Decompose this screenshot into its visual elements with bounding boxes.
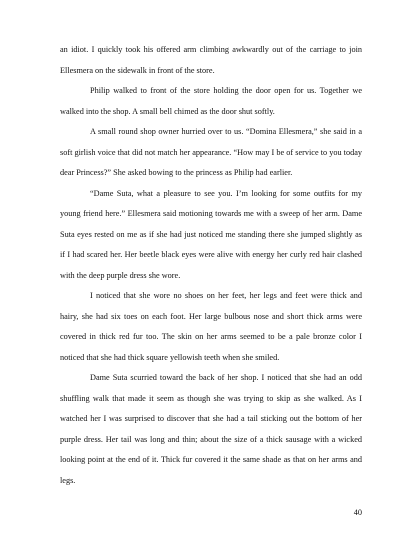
- paragraph: Philip walked to front of the store holding the door open for us. Together we walked into the shop. A small bell chimed as the door shut softly.: [60, 86, 362, 116]
- page-number: 40: [353, 508, 362, 517]
- body-text: [60, 40, 362, 491]
- paragraph: “Dame Suta, what a pleasure to see you. I’m looking for some outfits for my young friend here.” Ellesmera said motioning towards me with a sweep of her arm. Dame Suta eyes rested on me as if she had just noticed me standing there she jumped slightly as if I had scared her. Her beetle black eyes were alive with energy her curly red hair clashed with the deep purple dress she wore.: [60, 188, 362, 280]
- paragraph: Dame Suta scurried toward the back of her shop. I noticed that she had an odd shuffling walk that made it seem as though she was trying to skip as she walked. As I watched her I was surprised to discover that she had a tail sticking out the bottom of her purple dress. Her tail was long and thin; about the size of a thick sausage with a wicked looking point at the end of it. Thick fur covered it the same shade as that on her arms and legs.: [60, 373, 362, 485]
- paragraph-continued: an idiot. I quickly took his offered arm climbing awkwardly out of the carriage to join Ellesmera on the sidewalk in front of the store.: [60, 45, 362, 75]
- paragraph: I noticed that she wore no shoes on her feet, her legs and feet were thick and hairy, she had six toes on each foot. Her large bulbous nose and short thick arms were covered in thick red fur too. The skin on her arms seemed to be a pale bronze color I noticed that she had thick square yellowish teeth when she smiled.: [60, 291, 362, 362]
- paragraph: A small round shop owner hurried over to us. “Domina Ellesmera,” she said in a soft girlish voice that did not match her appearance. “How may I be of service to you today dear Princess?” She asked bowing to the princess as Philip had earlier.: [60, 127, 362, 177]
